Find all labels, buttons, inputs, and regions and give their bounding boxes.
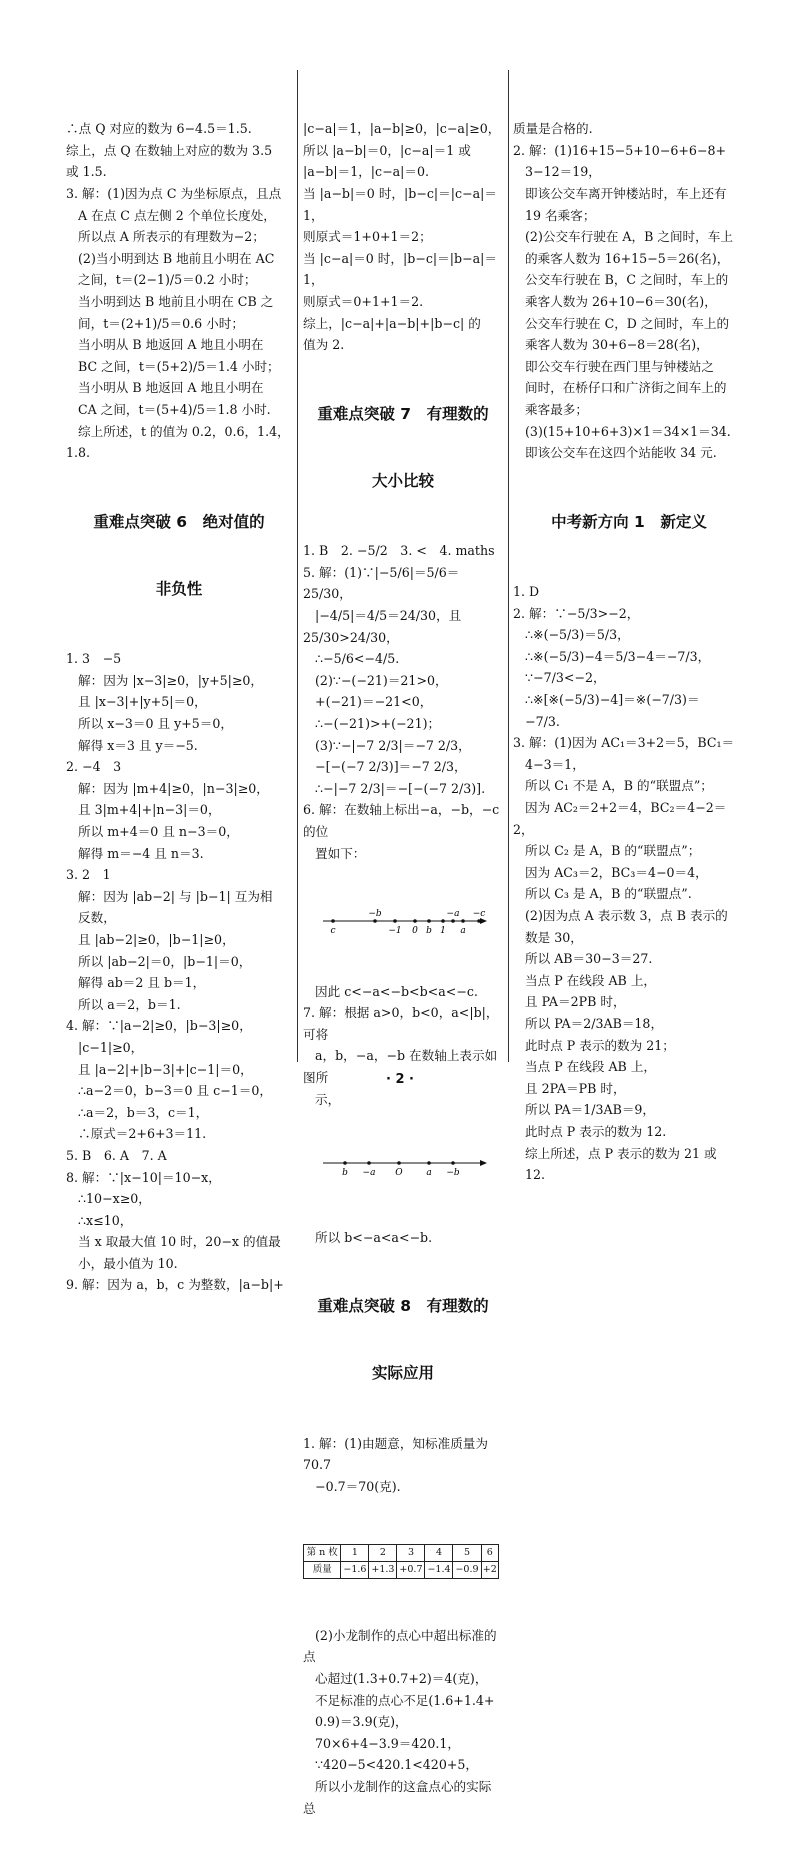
text-line: 因此 c<−a<−b<b<a<−c. bbox=[303, 983, 478, 999]
text-line: 4−3＝1， bbox=[513, 756, 585, 772]
text-line: 所以 b<−a<a<−b. bbox=[303, 1229, 433, 1245]
text-block bbox=[303, 981, 503, 1111]
text-line: 当 x 取最大值 10 时，20−x 的值最 bbox=[66, 1234, 281, 1250]
text-block bbox=[66, 648, 292, 1296]
column-right bbox=[513, 75, 745, 1229]
text-line: 综上，点 Q 在数轴上对应的数为 3.5 bbox=[66, 142, 273, 158]
number-line-label: O bbox=[395, 1168, 403, 1179]
column-left bbox=[66, 75, 292, 1339]
section-heading: 重难点突破 7 有理数的 bbox=[317, 404, 489, 423]
text-line: 乘客人数为 26+10−6＝30(名)， bbox=[513, 293, 717, 309]
number-line-point bbox=[461, 920, 465, 924]
number-line-label: −1 bbox=[388, 926, 402, 937]
text-line: (2)公交车行驶在 A，B 之间时，车上 bbox=[513, 229, 733, 245]
number-line-point bbox=[477, 920, 481, 924]
text-line: 12. bbox=[513, 1167, 546, 1183]
text-line: ∴※[※(−5/3)−4]＝※(−7/3)＝ bbox=[513, 692, 700, 708]
text-line: 所以 C₃ 是 A，B 的“联盟点”. bbox=[513, 886, 692, 902]
text-line: |c−1|≥0， bbox=[66, 1039, 144, 1055]
section-heading: 实际应用 bbox=[371, 1364, 434, 1383]
text-line: ∴−(−21)>+(−21)； bbox=[303, 716, 441, 732]
number-line-point bbox=[427, 1162, 431, 1166]
text-line: (3)(15+10+6+3)×1＝34×1＝34. bbox=[513, 423, 731, 439]
text-line: (2)当小明到达 B 地前且小明在 AC bbox=[66, 250, 275, 266]
text-line: 即公交车行驶在西门里与钟楼站之 bbox=[513, 358, 714, 374]
text-line: 所以小龙制作的这盒点心的实际总 bbox=[303, 1778, 492, 1816]
text-line: 则原式＝1+0+1＝2； bbox=[303, 229, 432, 245]
text-line: 8. 解：∵|x−10|＝10−x， bbox=[66, 1169, 221, 1185]
text-line: 乘客人数为 30+6−8＝28(名)， bbox=[513, 337, 709, 353]
text-line: 的乘客人数为 16+15−5＝26(名)， bbox=[513, 250, 730, 266]
section-heading: 大小比较 bbox=[371, 472, 434, 491]
text-line: 0.9)＝3.9(克)， bbox=[303, 1714, 408, 1730]
text-line: 当点 P 在线段 AB 上， bbox=[513, 972, 657, 988]
text-line: 所以 x−3＝0 且 y+5＝0， bbox=[66, 716, 233, 732]
text-line: 所以 AB＝30−3＝27. bbox=[513, 951, 653, 967]
text-line: 所以 PA＝1/3AB＝9， bbox=[513, 1102, 656, 1118]
text-line: 4. 解：∵|a−2|≥0，|b−3|≥0， bbox=[66, 1018, 252, 1034]
text-line: 解得 m＝−4 且 n＝3. bbox=[66, 845, 204, 861]
text-line: 综上所述，点 P 表示的数为 21 或 bbox=[513, 1145, 717, 1161]
number-line-point bbox=[367, 1162, 371, 1166]
text-line: 质量是合格的. bbox=[513, 121, 593, 137]
table-cell: −1.6 bbox=[341, 1561, 369, 1578]
number-line-label: b bbox=[342, 1168, 348, 1179]
number-line-1 bbox=[303, 907, 493, 937]
text-line: +(−21)＝−21<0， bbox=[303, 694, 433, 710]
text-line: 2. 解：(1)16+15−5+10−6+6−8+ bbox=[513, 142, 727, 158]
text-line: 2. 解：∵−5/3>−2， bbox=[513, 605, 640, 621]
text-line: 小，最小值为 10. bbox=[66, 1255, 178, 1271]
text-line: 当小明从 B 地返回 A 地且小明在 bbox=[66, 380, 264, 396]
text-line: 综上，|c−a|+|a−b|+|b−c| 的 bbox=[303, 315, 481, 331]
text-line: 乘客最多； bbox=[513, 401, 588, 417]
number-line-label: −c bbox=[472, 909, 486, 920]
text-line: 解得 x＝3 且 y＝−5. bbox=[66, 737, 198, 753]
text-line: 因为 AC₂＝2+2＝4，BC₂＝4−2＝2， bbox=[513, 800, 727, 837]
text-line: ∴a−2＝0，b−3＝0 且 c−1＝0， bbox=[66, 1083, 272, 1099]
table-cell: 质量 bbox=[304, 1561, 341, 1578]
number-line-label: b bbox=[426, 926, 432, 937]
text-line: 当 |c−a|＝0 时，|b−c|＝|b−a|＝1， bbox=[303, 250, 497, 288]
text-line: 3. 2 1 bbox=[66, 867, 111, 883]
text-block bbox=[513, 581, 745, 1186]
table-header-cell: 3 bbox=[397, 1544, 425, 1561]
number-line-point bbox=[451, 920, 455, 924]
text-line: 且 2PA＝PB 时， bbox=[513, 1080, 626, 1096]
text-line: 1. 解：(1)由题意，知标准质量为 70.7 bbox=[303, 1435, 492, 1473]
number-line-point bbox=[393, 920, 397, 924]
column-middle bbox=[303, 75, 503, 1862]
text-line: CA 之间，t＝(5+4)/5＝1.8 小时. bbox=[66, 401, 271, 417]
text-line: 公交车行驶在 B，C 之间时，车上的 bbox=[513, 272, 729, 288]
table-header-cell: 第 n 枚 bbox=[304, 1544, 341, 1561]
text-block bbox=[303, 118, 503, 356]
column-divider bbox=[508, 70, 509, 1062]
text-line: (2)因为点 A 表示数 3，点 B 表示的 bbox=[513, 907, 728, 923]
text-line: 解：因为 |ab−2| 与 |b−1| 互为相 bbox=[66, 888, 273, 904]
mass-table bbox=[303, 1544, 499, 1579]
text-line: 示， bbox=[303, 1091, 341, 1107]
number-line-point bbox=[331, 920, 335, 924]
number-line-point bbox=[427, 920, 431, 924]
table-cell: +2 bbox=[481, 1561, 499, 1578]
text-line: 即该公交车离开钟楼站时，车上还有 bbox=[513, 185, 727, 201]
text-line: ∴−5/6<−4/5. bbox=[303, 651, 400, 667]
table-cell: +0.7 bbox=[397, 1561, 425, 1578]
text-line: 反数， bbox=[66, 910, 116, 926]
text-line: 间时，在桥仔口和广济街之间车上的 bbox=[513, 380, 727, 396]
text-line: 1. B 2. −5/2 3. < 4. maths bbox=[303, 543, 495, 559]
number-line-point bbox=[451, 1162, 455, 1166]
text-line: (3)∵−|−7 2/3|＝−7 2/3， bbox=[303, 737, 471, 753]
text-line: a，b，−a，−b 在数轴上表示如图所 bbox=[303, 1048, 498, 1085]
table-cell: −1.4 bbox=[425, 1561, 453, 1578]
table-header-cell: 2 bbox=[369, 1544, 397, 1561]
number-line-point bbox=[413, 920, 417, 924]
text-line: 公交车行驶在 C，D 之间时，车上的 bbox=[513, 315, 730, 331]
text-line: (2)小龙制作的点心中超出标准的点 bbox=[303, 1627, 497, 1665]
text-line: 且 PA＝2PB 时， bbox=[513, 994, 626, 1010]
text-line: 2. −4 3 bbox=[66, 759, 122, 775]
text-line: 所以 C₁ 不是 A，B 的“联盟点”； bbox=[513, 778, 713, 794]
text-line: 间，t＝(2+1)/5＝0.6 小时； bbox=[66, 315, 244, 331]
text-line: ∵420−5<420.1<420+5， bbox=[303, 1757, 478, 1773]
text-line: |c−a|＝1，|a−b|≥0，|c−a|≥0， bbox=[303, 121, 501, 137]
text-line: 且 |x−3|+|y+5|＝0， bbox=[66, 694, 207, 710]
number-line-label: −a bbox=[362, 1168, 376, 1179]
text-line: 且 |ab−2|≥0，|b−1|≥0， bbox=[66, 931, 235, 947]
section-heading: 重难点突破 8 有理数的 bbox=[317, 1297, 489, 1316]
text-line: 当小明从 B 地返回 A 地且小明在 bbox=[66, 337, 264, 353]
page-number: · 2 · bbox=[386, 1072, 414, 1087]
text-line: 值为 2. bbox=[303, 337, 345, 353]
text-line: 所以 C₂ 是 A，B 的“联盟点”； bbox=[513, 843, 701, 859]
text-line: ∴原式＝2+6+3＝11. bbox=[66, 1126, 207, 1142]
number-line-label: 1 bbox=[440, 926, 446, 937]
section-heading: 重难点突破 6 绝对值的 bbox=[93, 512, 265, 531]
text-line: ∴10−x≥0， bbox=[66, 1191, 151, 1207]
text-line: ∴※(−5/3)＝5/3， bbox=[513, 627, 630, 643]
text-line: 此时点 P 表示的数为 21； bbox=[513, 1037, 675, 1053]
text-line: 且 3|m+4|+|n−3|＝0， bbox=[66, 802, 221, 818]
number-line-point bbox=[343, 1162, 347, 1166]
text-block bbox=[513, 118, 745, 464]
number-line-label: a bbox=[426, 1168, 432, 1179]
text-block bbox=[303, 1625, 503, 1819]
text-line: 当点 P 在线段 AB 上， bbox=[513, 1059, 657, 1075]
text-block bbox=[66, 118, 292, 464]
text-block bbox=[303, 1227, 503, 1249]
table-header-cell: 1 bbox=[341, 1544, 369, 1561]
text-block bbox=[303, 1433, 503, 1498]
text-line: 因为 AC₃＝2，BC₃＝4−0＝4， bbox=[513, 864, 708, 880]
text-line: BC 之间，t＝(5+2)/5＝1.4 小时； bbox=[66, 358, 280, 374]
text-line: 9. 解：因为 a，b，c 为整数，|a−b|+ bbox=[66, 1277, 284, 1293]
text-line: 所以 |ab−2|＝0，|b−1|＝0， bbox=[66, 953, 252, 969]
table-header-cell: 6 bbox=[481, 1544, 499, 1561]
text-line: 所以 a＝2，b＝1. bbox=[66, 996, 181, 1012]
number-line-2 bbox=[303, 1153, 493, 1183]
table-cell: +1.3 bbox=[369, 1561, 397, 1578]
text-line: 6. 解：在数轴上标出−a，−b，−c 的位 bbox=[303, 802, 504, 839]
text-block bbox=[303, 540, 503, 864]
text-line: ∴点 Q 对应的数为 6−4.5＝1.5. bbox=[66, 121, 252, 137]
text-line: 或 1.5. bbox=[66, 164, 107, 180]
text-line: 5. 解：(1)∵|−5/6|＝5/6＝25/30， bbox=[303, 564, 460, 602]
text-line: −0.7＝70(克). bbox=[303, 1478, 401, 1494]
text-line: 综上所述，t 的值为 0.2，0.6，1.4，1.8. bbox=[66, 423, 290, 461]
table-cell: −0.9 bbox=[453, 1561, 481, 1578]
text-line: 即该公交车在这四个站能收 34 元. bbox=[513, 445, 717, 461]
text-line: 所以点 A 所表示的有理数为−2； bbox=[66, 229, 265, 245]
text-line: 1. 3 −5 bbox=[66, 651, 122, 667]
number-line-point bbox=[373, 920, 377, 924]
text-line: 此时点 P 表示的数为 12. bbox=[513, 1123, 667, 1139]
number-line-point bbox=[397, 1162, 401, 1166]
table-header-cell: 5 bbox=[453, 1544, 481, 1561]
text-line: ∴※(−5/3)−4＝5/3−4＝−7/3， bbox=[513, 648, 711, 664]
number-line-label: c bbox=[330, 926, 336, 937]
number-line-label: −b bbox=[446, 1168, 460, 1179]
text-line: 7. 解：根据 a>0，b<0，a<|b|，可将 bbox=[303, 1005, 499, 1042]
number-line-label: a bbox=[460, 926, 466, 937]
text-line: −[−(−7 2/3)]＝−7 2/3， bbox=[303, 759, 467, 775]
text-line: 所以 PA＝2/3AB＝18， bbox=[513, 1015, 664, 1031]
text-line: 当小明到达 B 地前且小明在 CB 之 bbox=[66, 293, 274, 309]
text-line: ∴x≤10， bbox=[66, 1212, 133, 1228]
text-line: 3. 解：(1)因为 AC₁＝3+2＝5，BC₁＝ bbox=[513, 735, 735, 751]
text-line: ∴a＝2，b＝3，c＝1， bbox=[66, 1104, 209, 1120]
text-line: |a−b|＝1，|c−a|＝0. bbox=[303, 164, 430, 180]
text-line: 解得 ab＝2 且 b＝1， bbox=[66, 975, 206, 991]
text-line: 则原式＝0+1+1＝2. bbox=[303, 293, 424, 309]
section-heading: 非负性 bbox=[155, 580, 203, 599]
number-line-label: −b bbox=[368, 909, 382, 920]
text-line: 之间，t＝(2−1)/5＝0.2 小时； bbox=[66, 272, 257, 288]
text-line: 当 |a−b|＝0 时，|b−c|＝|c−a|＝1， bbox=[303, 185, 497, 223]
text-line: 且 |a−2|+|b−3|+|c−1|＝0， bbox=[66, 1061, 253, 1077]
text-line: 19 名乘客； bbox=[513, 207, 596, 223]
text-line: 不足标准的点心不足(1.6+1.4+ bbox=[303, 1692, 495, 1708]
text-line: 3−12＝19， bbox=[513, 164, 601, 180]
text-line: 数是 30， bbox=[513, 929, 583, 945]
text-line: −7/3. bbox=[513, 713, 560, 729]
text-line: 1. D bbox=[513, 584, 540, 600]
column-divider bbox=[297, 70, 298, 1062]
text-line: 5. B 6. A 7. A bbox=[66, 1147, 167, 1163]
number-line-label: −a bbox=[446, 909, 460, 920]
text-line: 置如下： bbox=[303, 845, 366, 861]
text-line: 解：因为 |x−3|≥0，|y+5|≥0， bbox=[66, 672, 264, 688]
text-line: (2)∵−(−21)＝21>0， bbox=[303, 672, 448, 688]
section-heading: 中考新方向 1 新定义 bbox=[551, 512, 707, 531]
text-line: 解：因为 |m+4|≥0，|n−3|≥0， bbox=[66, 780, 269, 796]
text-line: 所以 |a−b|＝0，|c−a|＝1 或 bbox=[303, 142, 471, 158]
number-line-point bbox=[441, 920, 445, 924]
text-line: 70×6+4−3.9＝420.1， bbox=[303, 1735, 460, 1751]
text-line: 心超过(1.3+0.7+2)＝4(克)， bbox=[303, 1671, 488, 1686]
text-line: ∵−7/3<−2， bbox=[513, 670, 606, 686]
text-line: 所以 m+4＝0 且 n−3＝0， bbox=[66, 824, 239, 839]
text-line: |−4/5|＝4/5＝24/30，且 25/30>24/30， bbox=[303, 608, 466, 645]
text-line: A 在点 C 点左侧 2 个单位长度处， bbox=[66, 207, 276, 223]
table-header-cell: 4 bbox=[425, 1544, 453, 1561]
text-line: 3. 解：(1)因为点 C 为坐标原点，且点 bbox=[66, 185, 282, 201]
number-line-label: 0 bbox=[412, 926, 418, 937]
text-line: ∴−|−7 2/3|＝−[−(−7 2/3)]. bbox=[303, 780, 486, 796]
